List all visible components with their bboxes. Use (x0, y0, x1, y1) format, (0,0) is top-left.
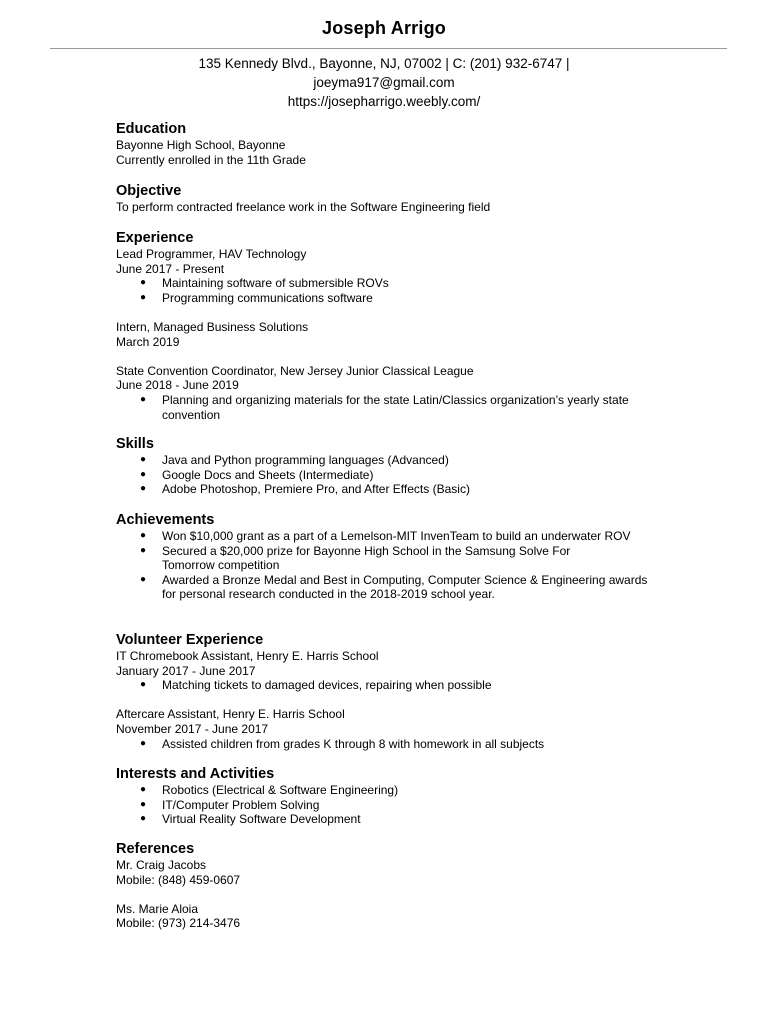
bullet-text: IT/Computer Problem Solving (162, 797, 320, 812)
contact-block (0, 54, 768, 112)
skills-section (116, 435, 676, 497)
section-heading: Experience (116, 230, 194, 246)
email-text: joeyma917@gmail.com (313, 75, 455, 91)
bullet-item (116, 468, 676, 483)
section-heading: Achievements (116, 512, 215, 528)
bullet-icon: ● (140, 277, 147, 289)
bullet-text: Programming communications software (162, 290, 373, 305)
bullet-item (116, 573, 652, 602)
enrollment-status: Currently enrolled in the 11th Grade (116, 152, 306, 167)
reference-name: Mr. Craig Jacobs (116, 858, 207, 872)
references-section (116, 840, 676, 931)
bullet-icon: ● (140, 737, 147, 749)
section-heading: Volunteer Experience (116, 632, 264, 648)
bullet-icon: ● (140, 544, 147, 556)
job-title: State Convention Coordinator, New Jersey Junior Classical League (116, 363, 474, 378)
education-section (116, 120, 676, 167)
bullet-text: Matching tickets to damaged devices, repairing when possible (162, 678, 492, 693)
achievements-section (116, 511, 676, 602)
objective-text: To perform contracted freelance work in the Software Engineering field (116, 200, 491, 214)
job-dates: June 2017 - Present (116, 261, 225, 276)
bullet-text: Adobe Photoshop, Premiere Pro, and After Effects (Basic) (162, 482, 470, 497)
address-line: 135 Kennedy Blvd., Bayonne, NJ, 07002 | C: (201) 932-6747 | (198, 56, 570, 71)
interests-section (116, 765, 676, 827)
bullet-text: Robotics (Electrical & Software Engineering) (162, 783, 399, 797)
bullet-item (116, 453, 676, 468)
bullet-item (116, 529, 652, 544)
bullet-icon: ● (140, 798, 147, 810)
job-title: Aftercare Assistant, Henry E. Harris School (116, 707, 345, 722)
bullet-icon: ● (140, 784, 147, 795)
reference-phone: Mobile: (848) 459-0607 (116, 872, 241, 887)
reference-phone: Mobile: (973) 214-3476 (116, 916, 241, 931)
bullet-icon: ● (140, 468, 147, 480)
bullet-item (116, 482, 676, 497)
bullet-text: Assisted children from grades K through 8 with homework in all subjects (162, 736, 545, 751)
bullet-text: Maintaining software of submersible ROVs (162, 276, 389, 291)
website-text: https://josepharrigo.weebly.com/ (287, 94, 481, 110)
bullet-text: Won $10,000 grant as a part of a Lemelson-MIT InvenTeam to build an underwater ROV (162, 529, 631, 543)
job-dates: June 2018 - June 2019 (116, 378, 239, 393)
bullet-icon: ● (140, 573, 147, 585)
job-title: Intern, Managed Business Solutions (116, 319, 309, 334)
bullet-icon: ● (140, 813, 147, 825)
volunteer-section (116, 631, 676, 751)
bullet-item (116, 783, 676, 798)
bullet-item (116, 291, 676, 306)
bullet-item (116, 276, 676, 291)
bullet-text: Java and Python programming languages (Advanced) (162, 453, 449, 467)
school-name: Bayonne High School, Bayonne (116, 138, 286, 152)
bullet-item (116, 798, 676, 813)
bullet-item (116, 544, 622, 573)
experience-section (116, 229, 676, 422)
bullet-item (116, 393, 642, 422)
bullet-icon: ● (140, 454, 147, 465)
bullet-text: Google Docs and Sheets (Intermediate) (162, 467, 374, 482)
bullet-item (116, 737, 676, 752)
bullet-icon: ● (140, 483, 147, 495)
bullet-icon: ● (140, 291, 147, 303)
header-divider (50, 48, 727, 49)
job-dates: March 2019 (116, 334, 180, 349)
section-heading: References (116, 841, 195, 857)
bullet-item (116, 678, 676, 693)
bullet-icon: ● (140, 679, 147, 691)
section-heading: Objective (116, 183, 182, 199)
job-title: Lead Programmer, HAV Technology (116, 247, 307, 261)
objective-section (116, 182, 676, 215)
section-heading: Skills (116, 436, 154, 452)
bullet-text: Awarded a Bronze Medal and Best in Computing, Computer Science & Engineering awards for personal research conducted in the 2018-2019 school year. (162, 572, 648, 602)
resume-name: Joseph Arrigo (322, 18, 446, 38)
bullet-text: Secured a $20,000 prize for Bayonne High School in the Samsung Solve For Tomorrow competition (162, 543, 571, 573)
bullet-icon: ● (140, 393, 147, 405)
bullet-icon: ● (140, 530, 147, 541)
reference-name: Ms. Marie Aloia (116, 901, 199, 916)
section-heading: Interests and Activities (116, 766, 275, 782)
bullet-text: Planning and organizing materials for the state Latin/Classics organization’s yearly state convention (162, 392, 629, 422)
bullet-item (116, 812, 676, 827)
job-title: IT Chromebook Assistant, Henry E. Harris School (116, 649, 379, 663)
job-dates: November 2017 - June 2017 (116, 721, 269, 736)
bullet-text: Virtual Reality Software Development (162, 812, 361, 827)
job-dates: January 2017 - June 2017 (116, 663, 256, 678)
section-heading: Education (116, 121, 187, 137)
